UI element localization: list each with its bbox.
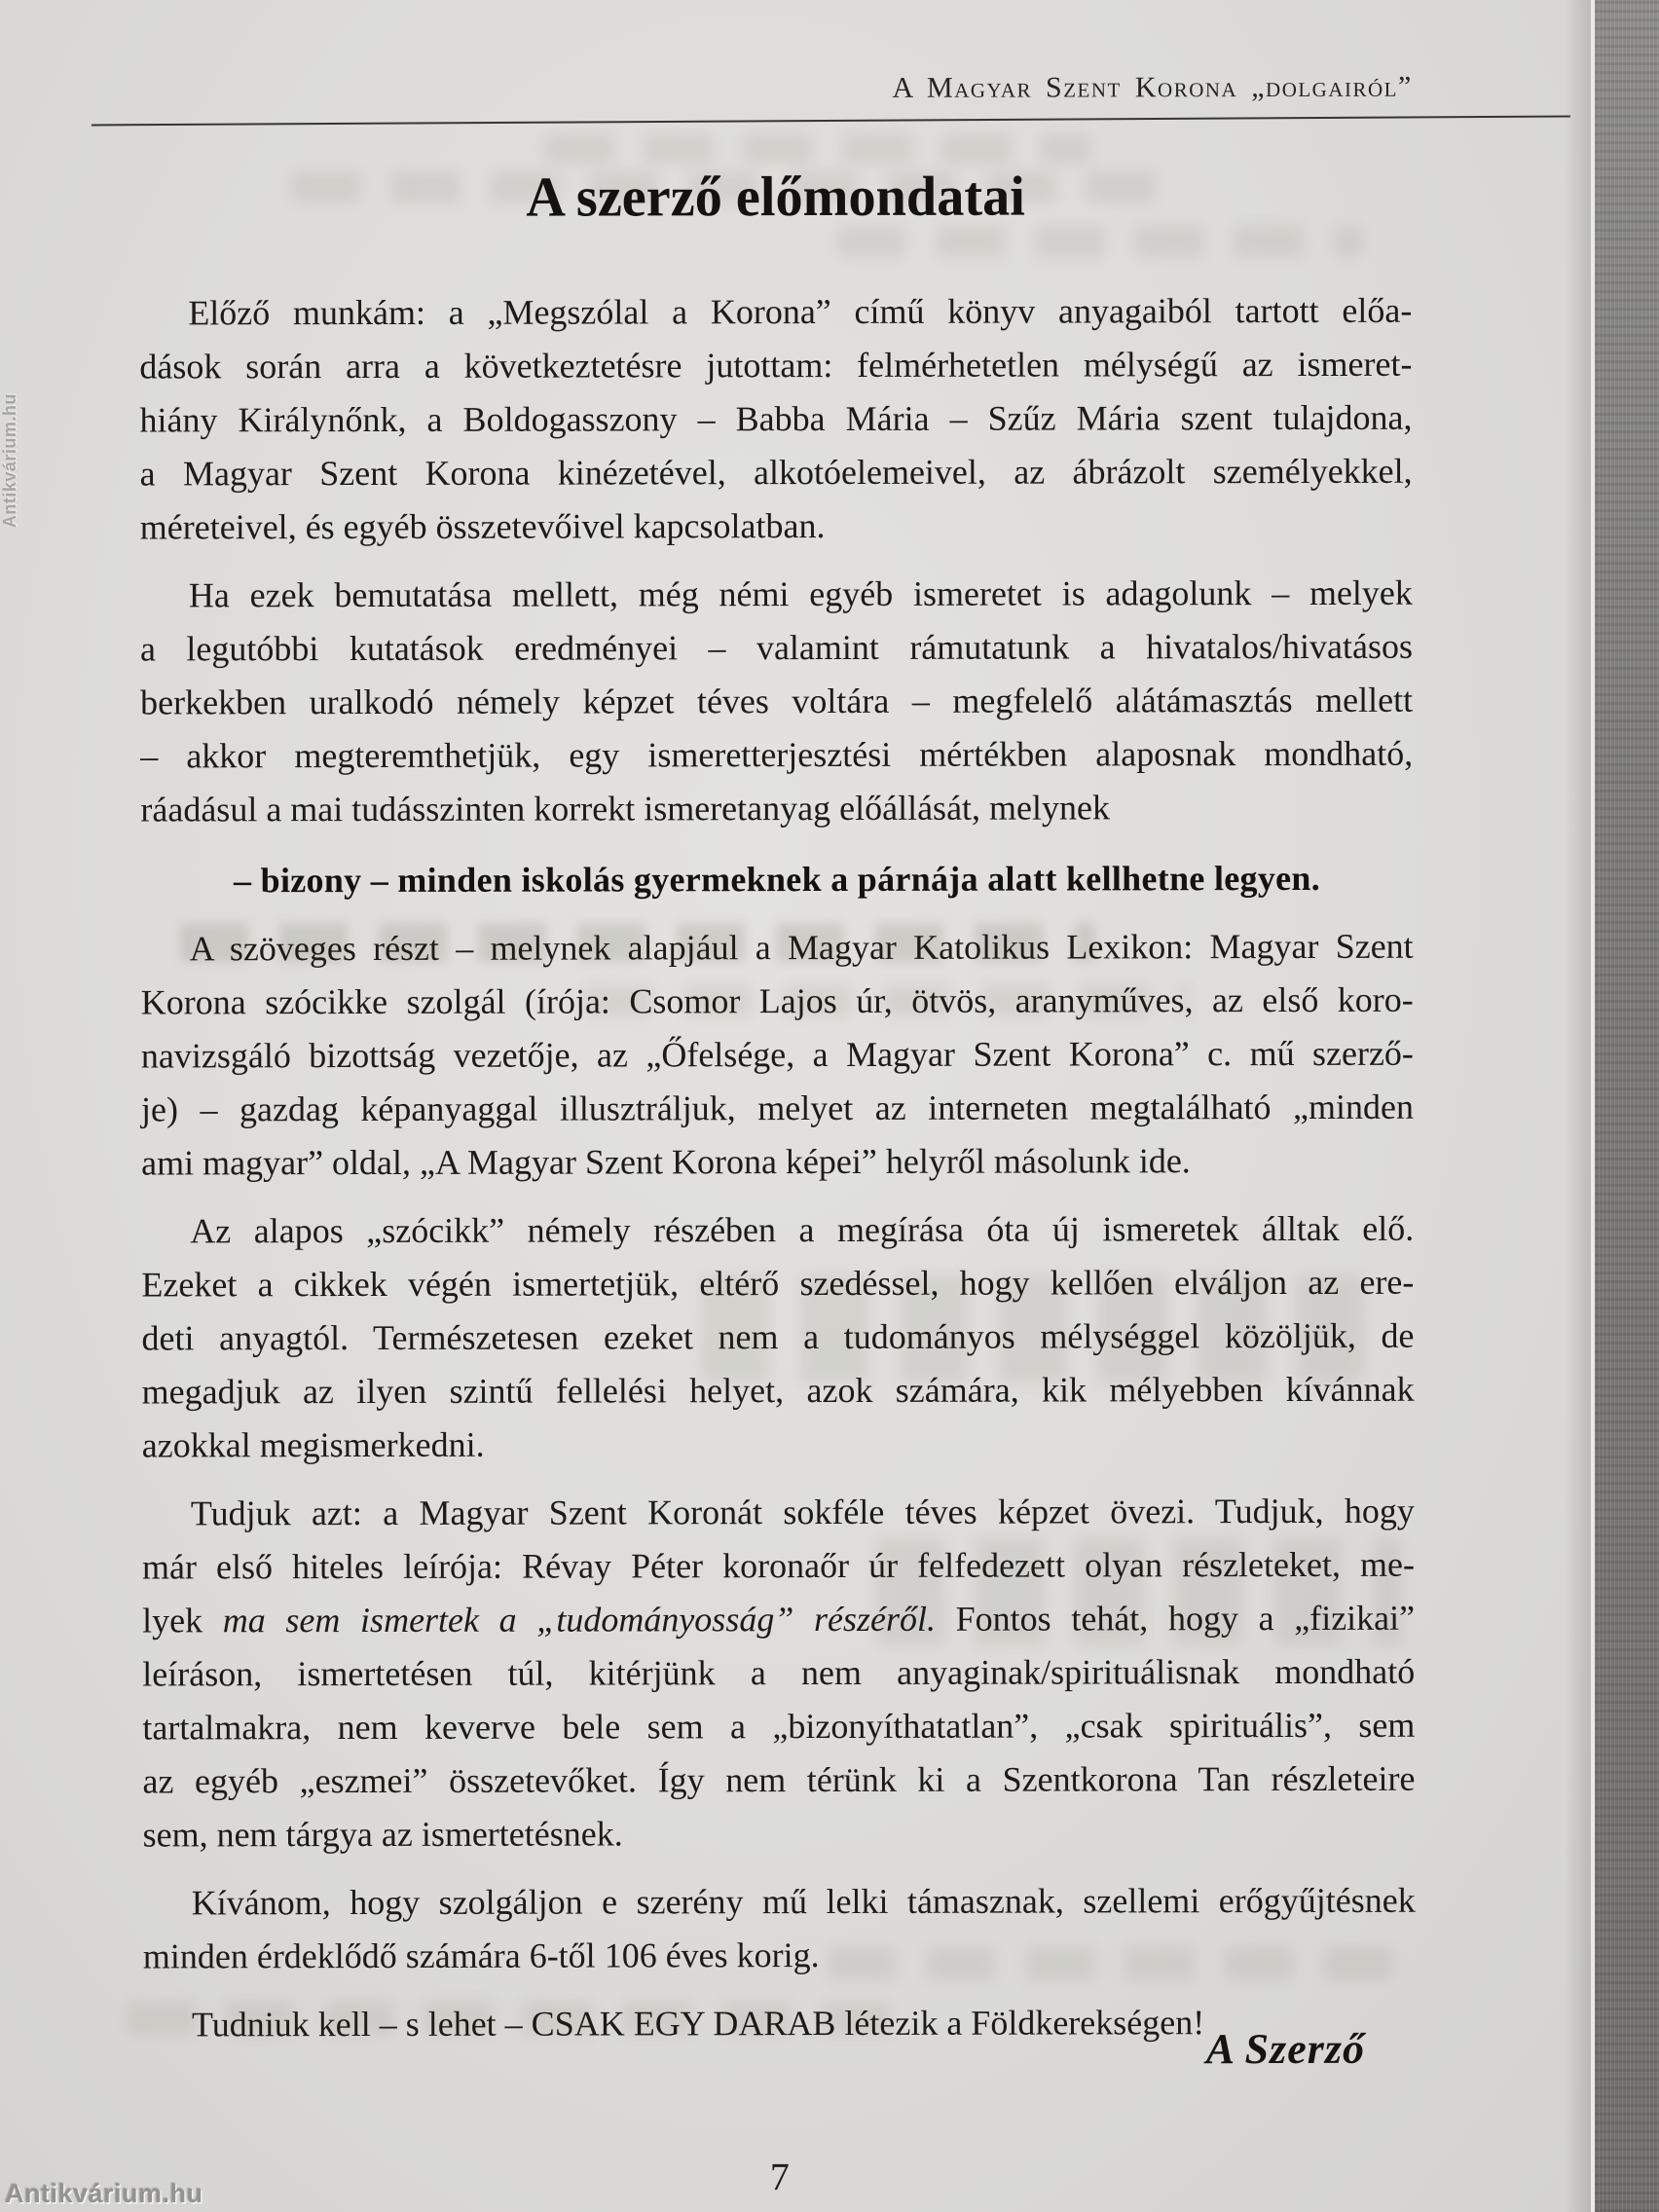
text-line: tartalmakra, nem keverve bele sem a „bizonyíthatatlan”, „csak spirituális”, sem <box>142 1705 1416 1748</box>
text-line: Előző munkám: a „Megszólal a Korona” című könyv anyagaiból tartott előa- <box>188 290 1413 333</box>
text-line: – akkor megteremthetjük, egy ismeretterjesztési mértékben alaposnak mondható, <box>140 733 1414 776</box>
text-line: a legutóbbi kutatások eredményei – valamint rámutatunk a hivatalos/hivatásos <box>139 626 1414 669</box>
header-rule <box>92 115 1570 126</box>
text-line: – bizony – minden iskolás gyermeknek a párnája alatt kellhetne legyen. <box>233 858 1321 901</box>
body-text <box>139 284 1416 2052</box>
text-line: je) – gazdag képanyaggal illusztráljuk, melyet az interneten megtalálható „minden <box>140 1087 1415 1129</box>
text-line: ráadásul a mai tudásszinten korrekt ismeretanyag előállását, melynek <box>140 788 1111 830</box>
text-line: Tudjuk azt: a Magyar Szent Koronát sokféle téves képzet övezi. Tudjuk, hogy <box>190 1491 1415 1533</box>
text-line: leíráson, ismertetésen túl, kitérjünk a nem anyaginak/spirituálisnak mondható <box>142 1651 1416 1694</box>
text-line: minden érdeklődő számára 6-től 106 éves korig. <box>142 1936 820 1976</box>
text-line: sem, nem tárgya az ismertetésnek. <box>142 1814 623 1855</box>
page-number: 7 <box>769 2155 790 2199</box>
text-line: már első hiteles leírója: Révay Péter koronaőr úr felfedezett olyan részleteket, me- <box>141 1544 1416 1587</box>
text-line: méreteivel, és egyéb összetevőivel kapcsolatban. <box>139 506 826 547</box>
text-line <box>142 1592 1415 1648</box>
antikvarium-watermark: Antikvárium.hu <box>5 2179 203 2208</box>
text-line: Tudniuk kell – s lehet – CSAK EGY DARAB létezik a Földkerekségen! <box>191 2003 1205 2045</box>
text-line: a Magyar Szent Korona kinézetével, alkotóelemeivel, az ábrázolt személyekkel, <box>139 451 1413 494</box>
text-line: megadjuk az ilyen szintű fellelési helyet, azok számára, kik mélyebben kívánnak <box>141 1369 1415 1412</box>
text-line: Az alapos „szócikk” némely részében a megírása óta új ismeretek álltak elő. <box>190 1208 1415 1251</box>
running-header: A Magyar Szent Korona „dolgairól” <box>892 70 1413 104</box>
page-edge-shadow <box>1564 0 1593 2212</box>
text-line: deti anyagtól. Természetesen ezeket nem a tudományos mélységgel közöljük, de <box>141 1315 1415 1358</box>
text-line: navizsgáló bizottság vezetője, az „Őfelsége, a Magyar Szent Korona” c. mű szerző- <box>140 1033 1414 1076</box>
text-line: dások során arra a következtetésre jutottam: felmérhetetlen mélységű az ismeret- <box>139 344 1413 387</box>
text-line: Ha ezek bemutatása mellett, még némi egyéb ismeretet is adagolunk – melyek <box>188 572 1413 615</box>
book-edge-strip <box>1595 0 1659 2212</box>
page-title: A szerző előmondatai <box>526 164 1025 229</box>
text-line: azokkal megismerkedni. <box>141 1424 485 1465</box>
text-line: berkekben uralkodó némely képzet téves voltára – megfelelő alátámasztás mellett <box>140 680 1414 722</box>
text-line: Kívánom, hogy szolgáljon e szerény mű lelki támasznak, szellemi erőgyűjtésnek <box>191 1880 1416 1923</box>
text-line: Ezeket a cikkek végén ismertetjük, eltérő szedéssel, hogy kellően elváljon az ere- <box>141 1262 1415 1305</box>
text-line: Korona szócikke szolgál (írója: Csomor Lajos úr, ötvös, aranyműves, az első koro- <box>140 979 1414 1022</box>
emphasis-line <box>140 852 1413 908</box>
text-line: az egyéb „eszmei” összetevőket. Így nem térünk ki a Szentkorona Tan részleteire <box>142 1758 1416 1801</box>
paragraph <box>141 1202 1415 1473</box>
plain-text: Fontos tehát, hogy a „fizikai” <box>935 1598 1416 1639</box>
text-line: ami magyar” oldal, „A Magyar Szent Korona képei” helyről másolunk ide. <box>141 1141 1191 1183</box>
paragraph <box>139 284 1413 555</box>
paragraph <box>143 1874 1416 1984</box>
paragraph <box>142 1485 1416 1862</box>
antikvarium-watermark-vertical: Antikvárium.hu <box>0 392 19 528</box>
text-line: hiány Királynőnk, a Boldogasszony – Babba Mária – Szűz Mária szent tulajdona, <box>139 397 1413 440</box>
author-signature: A Szerző <box>1205 2024 1366 2074</box>
paragraph <box>140 567 1414 837</box>
italic-text: ma sem ismertek a „tudományosság” részéről. <box>222 1599 937 1641</box>
paragraph <box>141 920 1415 1191</box>
text-line: A szöveges részt – melynek alapjául a Magyar Katolikus Lexikon: Magyar Szent <box>189 926 1414 969</box>
plain-text: lyek <box>142 1601 223 1641</box>
